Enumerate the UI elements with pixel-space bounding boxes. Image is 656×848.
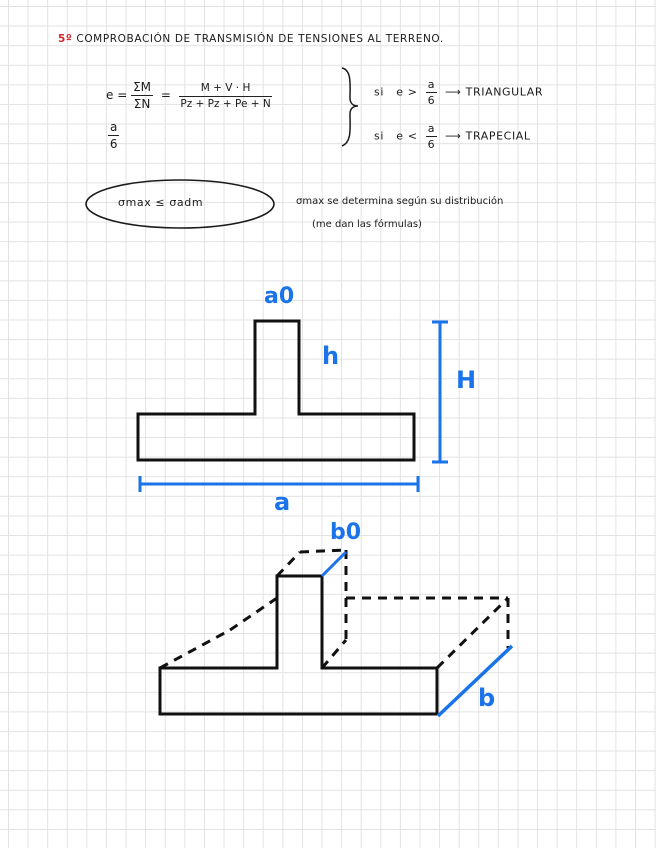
arrow-icon: ⟶	[445, 85, 462, 99]
a-numerator: a	[427, 78, 436, 91]
stress-note: σmax se determina según su distribución	[296, 196, 504, 207]
arrow-icon: ⟶	[445, 129, 462, 143]
result-trapecial: TRAPECIAL	[465, 129, 531, 143]
six-denominator: 6	[427, 138, 436, 151]
equals-sign: =	[160, 88, 171, 102]
stress-note-sub: (me dan las fórmulas)	[312, 219, 422, 230]
stress-inequality: σmax ≤ σadm	[118, 196, 204, 209]
si-word: si	[374, 129, 384, 143]
section-number: 5º	[58, 33, 73, 45]
e-symbol: e	[396, 129, 404, 143]
result-triangular: TRIANGULAR	[465, 85, 544, 99]
six-denominator: 6	[427, 94, 436, 107]
greater-than: >	[407, 85, 418, 99]
numerator: M + V · H	[179, 82, 273, 97]
sum-m: ΣM	[133, 80, 152, 94]
denominator: Pz + Pz + Pe + N	[180, 97, 271, 110]
a-numerator: a	[427, 122, 436, 135]
b0-dimension-line	[322, 552, 346, 576]
hidden-edges	[160, 550, 508, 668]
label-a0: a0	[264, 284, 295, 309]
label-h: h	[322, 342, 340, 370]
less-than: <	[407, 129, 418, 143]
sum-n: ΣN	[133, 97, 151, 111]
si-word: si	[374, 85, 384, 99]
section-title: COMPROBACIÓN DE TRANSMISIÓN DE TENSIONES AL TERRENO.	[76, 33, 444, 45]
label-b: b	[478, 684, 496, 712]
six-denominator: 6	[109, 137, 118, 151]
label-H: H	[456, 366, 477, 394]
e-label: e =	[106, 88, 128, 102]
a-numerator: a	[110, 120, 118, 134]
label-b0: b0	[330, 520, 362, 545]
e-symbol: e	[396, 85, 404, 99]
label-a: a	[274, 488, 291, 516]
